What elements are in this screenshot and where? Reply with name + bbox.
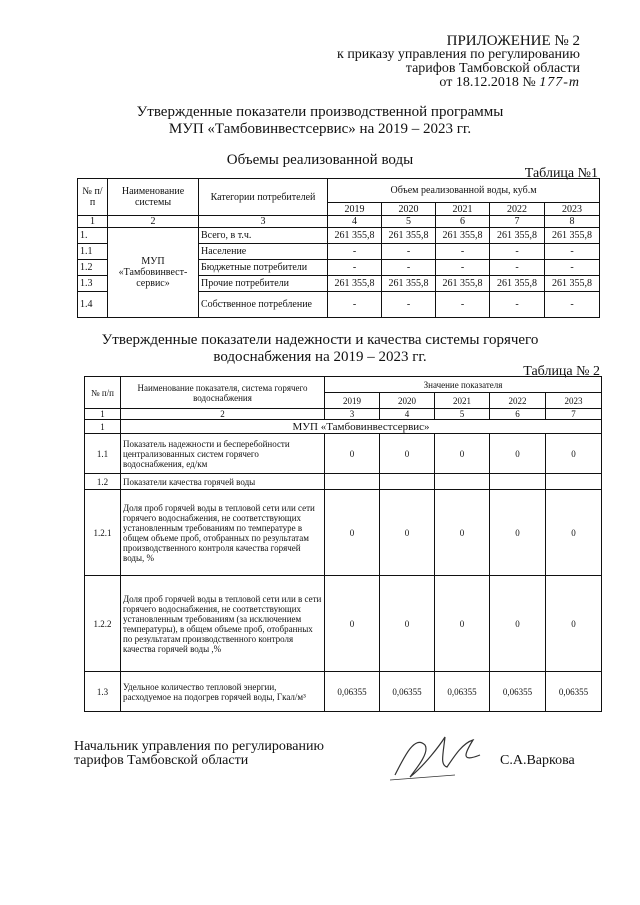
t2-cell: 0: [490, 434, 546, 474]
table1-caption: Таблица №1: [524, 166, 598, 181]
t1-cell: 261 355,8: [436, 276, 490, 292]
t2-cell: [490, 474, 546, 490]
t2-year: 2022: [490, 393, 546, 409]
t2-cell: 0,06355: [325, 672, 380, 712]
t1-system-name: МУП «Тамбовинвест-сервис»: [108, 228, 199, 318]
t2-cell: 0: [435, 490, 490, 576]
t2-index: 4: [380, 409, 435, 420]
table2-heading: [0, 332, 640, 366]
t2-row-name: Доля проб горячей воды в тепловой сети или в сети горячего водоснабжения, не соответствующих установленным требованиям (за исключением температуры), в общем объеме проб, отобранных по результатам производственного контроля качества горячей воды ,%: [121, 576, 325, 672]
main-title-line2: МУП «Тамбовинвестсервис» на 2019 – 2023 гг.: [168, 121, 472, 137]
signatory-position-line1: Начальник управления по регулированию: [74, 739, 324, 754]
t2-year: 2020: [380, 393, 435, 409]
table-row: [85, 420, 602, 434]
t1-index: 1: [78, 216, 108, 228]
table-row: [85, 490, 602, 576]
t2-cell: 0: [325, 434, 380, 474]
t1-row-num: 1.3: [78, 276, 108, 292]
t1-cell: -: [490, 292, 545, 318]
t2-index: 5: [435, 409, 490, 420]
t1-cell: -: [382, 244, 436, 260]
t1-cell: -: [545, 244, 600, 260]
appendix-date: от 18.12.2018 №: [439, 75, 536, 90]
t1-cell: 261 355,8: [545, 276, 600, 292]
t2-row-name: Показатель надежности и бесперебойности централизованных систем горячего водоснабжения, ед/км: [121, 434, 325, 474]
t1-cell: 261 355,8: [436, 228, 490, 244]
t2-year: 2021: [435, 393, 490, 409]
t1-cell: 261 355,8: [545, 228, 600, 244]
t1-cell: 261 355,8: [490, 228, 545, 244]
main-title: [0, 104, 640, 138]
t2-cell: 0: [490, 490, 546, 576]
t2-cell: 0: [380, 576, 435, 672]
t2-cell: 0,06355: [490, 672, 546, 712]
signatory-position: [74, 740, 324, 768]
t1-cell: -: [382, 292, 436, 318]
table-row: [78, 228, 600, 244]
t2-org-num: 1: [85, 420, 121, 434]
t1-year: 2023: [545, 203, 600, 216]
t2-cell: 0: [546, 434, 602, 474]
t1-cell: 261 355,8: [382, 228, 436, 244]
t1-header-volume: Объем реализованной воды, куб.м: [328, 179, 600, 203]
t2-row-num: 1.3: [85, 672, 121, 712]
table2-heading-line1: Утвержденные показатели надежности и качества системы горячего: [101, 332, 539, 348]
t2-year: 2023: [546, 393, 602, 409]
table1-heading: Объемы реализованной воды: [226, 152, 414, 168]
t2-index: 6: [490, 409, 546, 420]
t1-index: 6: [436, 216, 490, 228]
t1-cell: 261 355,8: [490, 276, 545, 292]
t1-cell: -: [328, 260, 382, 276]
appendix-number: 177-т: [539, 75, 580, 90]
t2-row-num: 1.2.1: [85, 490, 121, 576]
t1-header-category: Категории потребителей: [199, 179, 328, 216]
t1-cell: -: [545, 292, 600, 318]
t2-cell: 0: [380, 434, 435, 474]
t1-cell: -: [382, 260, 436, 276]
t1-year: 2020: [382, 203, 436, 216]
appendix-line2: к приказу управления по регулированию: [337, 47, 580, 62]
table-row: [85, 576, 602, 672]
t2-cell: [325, 474, 380, 490]
t1-cell: 261 355,8: [382, 276, 436, 292]
t2-cell: 0: [546, 576, 602, 672]
t2-row-name: Удельное количество тепловой энергии, расходуемое на подогрев горячей воды, Гкал/м³: [121, 672, 325, 712]
t1-row-category: Бюджетные потребители: [199, 260, 328, 276]
t2-cell: 0,06355: [546, 672, 602, 712]
t1-row-num: 1.4: [78, 292, 108, 318]
t2-cell: 0: [325, 576, 380, 672]
t1-index: 8: [545, 216, 600, 228]
t2-row-num: 1.1: [85, 434, 121, 474]
t1-cell: 261 355,8: [328, 276, 382, 292]
t2-row-name: Показатели качества горячей воды: [121, 474, 325, 490]
t2-header-name: Наименование показателя, система горячего водоснабжения: [121, 377, 325, 409]
table-row: [85, 474, 602, 490]
appendix-date-line: [337, 76, 580, 90]
signature-icon: [385, 725, 495, 785]
t1-index: 3: [199, 216, 328, 228]
t1-header-name: Наименование системы: [108, 179, 199, 216]
main-title-line1: Утвержденные показатели производственной программы: [136, 104, 504, 120]
t2-row-num: 1.2.2: [85, 576, 121, 672]
t2-header-value: Значение показателя: [325, 377, 602, 393]
t1-header-num: № п/п: [78, 179, 108, 216]
t2-cell: [380, 474, 435, 490]
t1-index: 7: [490, 216, 545, 228]
t1-cell: -: [328, 292, 382, 318]
appendix-line3: тарифов Тамбовской области: [405, 61, 580, 76]
t1-cell: -: [545, 260, 600, 276]
t2-cell: 0: [490, 576, 546, 672]
t2-cell: 0: [546, 490, 602, 576]
t2-cell: 0,06355: [380, 672, 435, 712]
t2-index: 7: [546, 409, 602, 420]
t1-cell: -: [490, 260, 545, 276]
t1-row-category: Всего, в т.ч.: [199, 228, 328, 244]
t2-cell: [546, 474, 602, 490]
appendix-title: ПРИЛОЖЕНИЕ № 2: [446, 33, 580, 49]
t1-row-category: Население: [199, 244, 328, 260]
t2-index: 2: [121, 409, 325, 420]
t2-cell: 0: [325, 490, 380, 576]
t2-row-num: 1.2: [85, 474, 121, 490]
t1-row-num: 1.2: [78, 260, 108, 276]
table2: [84, 376, 602, 712]
table-row: [85, 434, 602, 474]
t1-index: 5: [382, 216, 436, 228]
t1-cell: 261 355,8: [328, 228, 382, 244]
t2-cell: 0: [380, 490, 435, 576]
t1-year: 2021: [436, 203, 490, 216]
table-row: [85, 672, 602, 712]
t1-cell: -: [436, 244, 490, 260]
t1-year: 2019: [328, 203, 382, 216]
t1-row-category: Собственное потребление: [199, 292, 328, 318]
signatory-name: С.А.Варкова: [500, 753, 575, 768]
table1: [77, 178, 600, 318]
t2-row-name: Доля проб горячей воды в тепловой сети или сети горячего водоснабжения, не соответствующих установленным требованиям по температуре в общем объеме проб, отобранных по результатам производственного контроля качества горячей воды, %: [121, 490, 325, 576]
t2-cell: 0: [435, 576, 490, 672]
t2-header-num: № п/п: [85, 377, 121, 409]
table2-heading-line2: водоснабжения на 2019 – 2023 гг.: [213, 349, 427, 365]
t1-cell: -: [436, 260, 490, 276]
t1-index: 4: [328, 216, 382, 228]
t1-row-category: Прочие потребители: [199, 276, 328, 292]
appendix-header: [337, 34, 580, 90]
t2-cell: 0: [435, 434, 490, 474]
t1-year: 2022: [490, 203, 545, 216]
t2-cell: 0,06355: [435, 672, 490, 712]
t1-row-num: 1.: [78, 228, 108, 244]
t2-index: 3: [325, 409, 380, 420]
table2-caption: Таблица № 2: [523, 364, 600, 379]
t1-row-num: 1.1: [78, 244, 108, 260]
t1-cell: -: [490, 244, 545, 260]
t2-org-name: МУП «Тамбовинвестсервис»: [121, 420, 602, 434]
t2-year: 2019: [325, 393, 380, 409]
signatory-position-line2: тарифов Тамбовской области: [74, 753, 249, 768]
t2-index: 1: [85, 409, 121, 420]
t1-cell: -: [328, 244, 382, 260]
t2-cell: [435, 474, 490, 490]
t1-index: 2: [108, 216, 199, 228]
t1-cell: -: [436, 292, 490, 318]
